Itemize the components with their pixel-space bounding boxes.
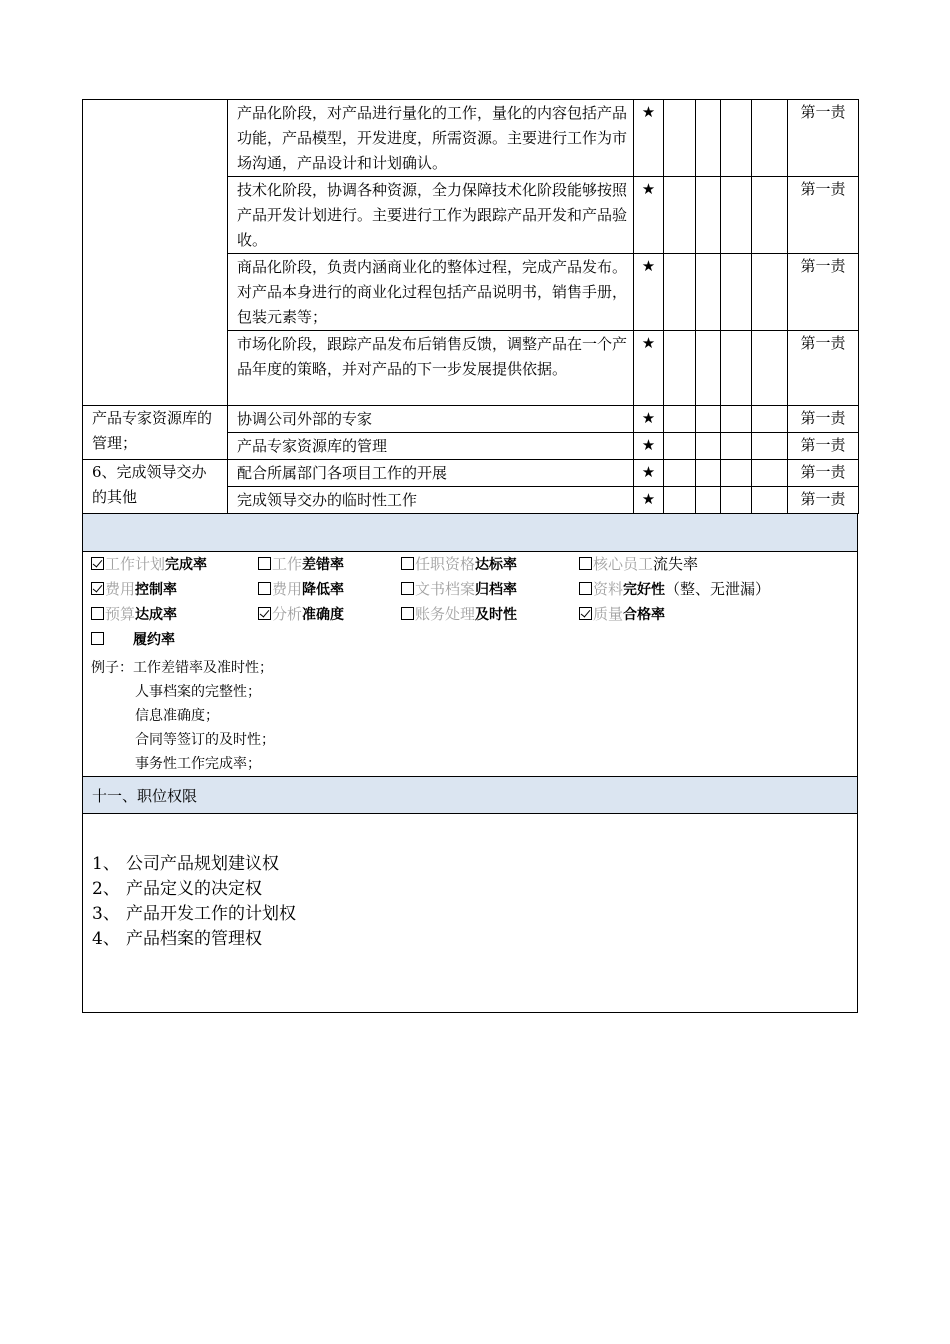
document-page: [82, 99, 858, 1013]
empty-cell: [664, 406, 696, 433]
empty-cell: [696, 254, 721, 331]
kpi-option-prefix: 任职资格: [415, 555, 476, 573]
kpi-option[interactable]: [258, 552, 344, 578]
empty-cell: [752, 254, 788, 331]
empty-cell: [696, 433, 721, 460]
unchecked-checkbox-icon[interactable]: [579, 557, 592, 570]
unchecked-checkbox-icon[interactable]: [258, 582, 271, 595]
star-mark-cell: ★: [634, 487, 664, 514]
kpi-option[interactable]: [91, 602, 177, 628]
kpi-option-metric: 差错率: [302, 557, 345, 573]
rights-item-number: 3、: [92, 904, 120, 924]
task-description-cell: 完成领导交办的临时性工作: [228, 487, 634, 514]
rights-item-text: 产品档案的管理权: [126, 929, 262, 949]
unchecked-checkbox-icon[interactable]: [401, 557, 414, 570]
responsibility-cell: 第一责: [788, 406, 859, 433]
kpi-option-prefix: 质量: [593, 605, 624, 623]
rights-item: [92, 927, 857, 952]
rights-item: [92, 902, 857, 927]
kpi-option[interactable]: [91, 552, 207, 578]
star-mark-cell: ★: [634, 331, 664, 406]
task-table-body: [83, 100, 859, 514]
empty-cell: [664, 487, 696, 514]
task-description-cell: 技术化阶段，协调各种资源，全力保障技术化阶段能够按照产品开发计划进行。主要进行工作为跟踪产品开发和产品验收。: [228, 177, 634, 254]
kpi-option-prefix: 账务处理: [415, 605, 476, 623]
kpi-option-metric: 归档率: [475, 582, 518, 598]
empty-cell: [696, 331, 721, 406]
responsibility-cell: 第一责: [788, 460, 859, 487]
task-description-cell: 产品专家资源库的管理: [228, 433, 634, 460]
responsibility-cell: 第一责: [788, 331, 859, 406]
kpi-option-prefix: 工作计划: [105, 555, 166, 573]
duty-category-cell: [83, 100, 228, 406]
responsibility-cell: 第一责: [788, 177, 859, 254]
task-description-cell: 产品化阶段，对产品进行量化的工作，量化的内容包括产品功能，产品模型，开发进度，所需资源。主要进行工作为市场沟通，产品设计和计划确认。: [228, 100, 634, 177]
kpi-option-prefix: 费用: [272, 580, 303, 598]
empty-cell: [664, 100, 696, 177]
checked-checkbox-icon[interactable]: [258, 607, 271, 620]
unchecked-checkbox-icon[interactable]: [579, 582, 592, 595]
kpi-row: [91, 627, 857, 652]
kpi-option-metric: 控制率: [135, 582, 178, 598]
kpi-option-prefix: 工作: [272, 555, 303, 573]
empty-cell: [752, 177, 788, 254]
table-row: [83, 100, 859, 177]
kpi-header-band: [82, 514, 858, 552]
example-item: 合同等签订的及时性；: [135, 732, 275, 748]
duty-category-cell: 产品专家资源库的管理；: [83, 406, 228, 460]
kpi-option-metric: 完成率: [165, 557, 208, 573]
kpi-option-prefix: 文书档案: [415, 580, 476, 598]
rights-item-text: 公司产品规划建议权: [126, 854, 279, 874]
kpi-option-prefix: 费用: [105, 580, 136, 598]
rights-item-number: 4、: [92, 929, 120, 949]
star-mark-cell: ★: [634, 460, 664, 487]
example-label: 例子：工作差错率及准时性；: [91, 660, 273, 676]
empty-cell: [721, 177, 752, 254]
rights-list: [92, 852, 857, 952]
checked-checkbox-icon[interactable]: [91, 557, 104, 570]
kpi-option[interactable]: [258, 602, 344, 628]
empty-cell: [721, 406, 752, 433]
kpi-option-metric: 达标率: [475, 557, 518, 573]
kpi-option-metric: 完好性: [623, 582, 666, 598]
kpi-option[interactable]: [401, 602, 517, 628]
task-description-cell: 市场化阶段，跟踪产品发布后销售反馈，调整产品在一个产品年度的策略，并对产品的下一步发展提供依据。: [228, 331, 634, 406]
empty-cell: [752, 460, 788, 487]
responsibility-cell: 第一责: [788, 433, 859, 460]
star-mark-cell: ★: [634, 406, 664, 433]
kpi-option-suffix: 流失率: [653, 555, 699, 573]
kpi-option-prefix: 分析: [272, 605, 303, 623]
star-mark-cell: ★: [634, 100, 664, 177]
example-item: 事务性工作完成率；: [135, 756, 261, 772]
kpi-option-metric: 履约率: [133, 632, 175, 648]
empty-cell: [664, 254, 696, 331]
example-item: 信息准确度；: [135, 708, 219, 724]
rights-item-number: 2、: [92, 879, 120, 899]
kpi-option[interactable]: [579, 552, 698, 577]
empty-cell: [752, 331, 788, 406]
kpi-row: [91, 552, 857, 577]
responsibility-cell: 第一责: [788, 487, 859, 514]
kpi-option[interactable]: [91, 627, 175, 653]
rights-item-number: 1、: [92, 854, 120, 874]
example-item: 人事档案的完整性；: [135, 684, 261, 700]
responsibility-table: [82, 99, 859, 514]
unchecked-checkbox-icon[interactable]: [401, 607, 414, 620]
rights-item: [92, 852, 857, 877]
kpi-option-suffix: （整、无泄漏）: [665, 580, 771, 598]
kpi-option-prefix: 资料: [593, 580, 624, 598]
rights-item-text: 产品开发工作的计划权: [126, 904, 296, 924]
duty-category-cell: 6、完成领导交办的其他: [83, 460, 228, 514]
table-row: [83, 406, 859, 433]
example-list: [91, 680, 857, 776]
table-row: [83, 460, 859, 487]
kpi-option-metric: 达成率: [135, 607, 178, 623]
rights-section-title: 十一、职位权限: [82, 776, 858, 814]
kpi-row: [91, 602, 857, 627]
star-mark-cell: ★: [634, 254, 664, 331]
kpi-option[interactable]: [91, 577, 177, 603]
task-description-cell: 协调公司外部的专家: [228, 406, 634, 433]
kpi-option[interactable]: [579, 577, 770, 603]
unchecked-checkbox-icon[interactable]: [91, 607, 104, 620]
empty-cell: [721, 460, 752, 487]
empty-cell: [664, 460, 696, 487]
kpi-option[interactable]: [579, 602, 665, 628]
empty-cell: [696, 177, 721, 254]
checked-checkbox-icon[interactable]: [579, 607, 592, 620]
empty-cell: [664, 433, 696, 460]
kpi-option[interactable]: [401, 552, 517, 578]
rights-item: [92, 877, 857, 902]
kpi-option-metric: 降低率: [302, 582, 345, 598]
empty-cell: [721, 331, 752, 406]
empty-cell: [752, 100, 788, 177]
empty-cell: [664, 177, 696, 254]
empty-cell: [721, 487, 752, 514]
kpi-option-metric: 及时性: [475, 607, 518, 623]
task-description-cell: 商品化阶段，负责内涵商业化的整体过程，完成产品发布。对产品本身进行的商业化过程包括产品说明书，销售手册，包装元素等；: [228, 254, 634, 331]
kpi-option-metric: 合格率: [623, 607, 666, 623]
kpi-option-prefix: 预算: [105, 605, 136, 623]
empty-cell: [664, 331, 696, 406]
checked-checkbox-icon[interactable]: [91, 582, 104, 595]
unchecked-checkbox-icon[interactable]: [258, 557, 271, 570]
empty-cell: [752, 406, 788, 433]
responsibility-cell: 第一责: [788, 100, 859, 177]
responsibility-cell: 第一责: [788, 254, 859, 331]
kpi-section: [82, 552, 858, 776]
empty-cell: [696, 406, 721, 433]
empty-cell: [752, 433, 788, 460]
rights-item-text: 产品定义的决定权: [126, 879, 262, 899]
kpi-option[interactable]: [258, 577, 344, 603]
empty-cell: [721, 433, 752, 460]
empty-cell: [696, 487, 721, 514]
star-mark-cell: ★: [634, 433, 664, 460]
star-mark-cell: ★: [634, 177, 664, 254]
kpi-checkbox-grid: [91, 552, 857, 656]
rights-section: [82, 814, 858, 1013]
kpi-option-metric: 准确度: [302, 607, 345, 623]
kpi-option-prefix: 核心员工: [593, 555, 654, 573]
empty-cell: [696, 460, 721, 487]
unchecked-checkbox-icon[interactable]: [91, 632, 104, 645]
empty-cell: [721, 254, 752, 331]
empty-cell: [721, 100, 752, 177]
kpi-row: [91, 577, 857, 602]
empty-cell: [696, 100, 721, 177]
kpi-option[interactable]: [401, 577, 517, 603]
task-description-cell: 配合所属部门各项目工作的开展: [228, 460, 634, 487]
unchecked-checkbox-icon[interactable]: [401, 582, 414, 595]
empty-cell: [752, 487, 788, 514]
